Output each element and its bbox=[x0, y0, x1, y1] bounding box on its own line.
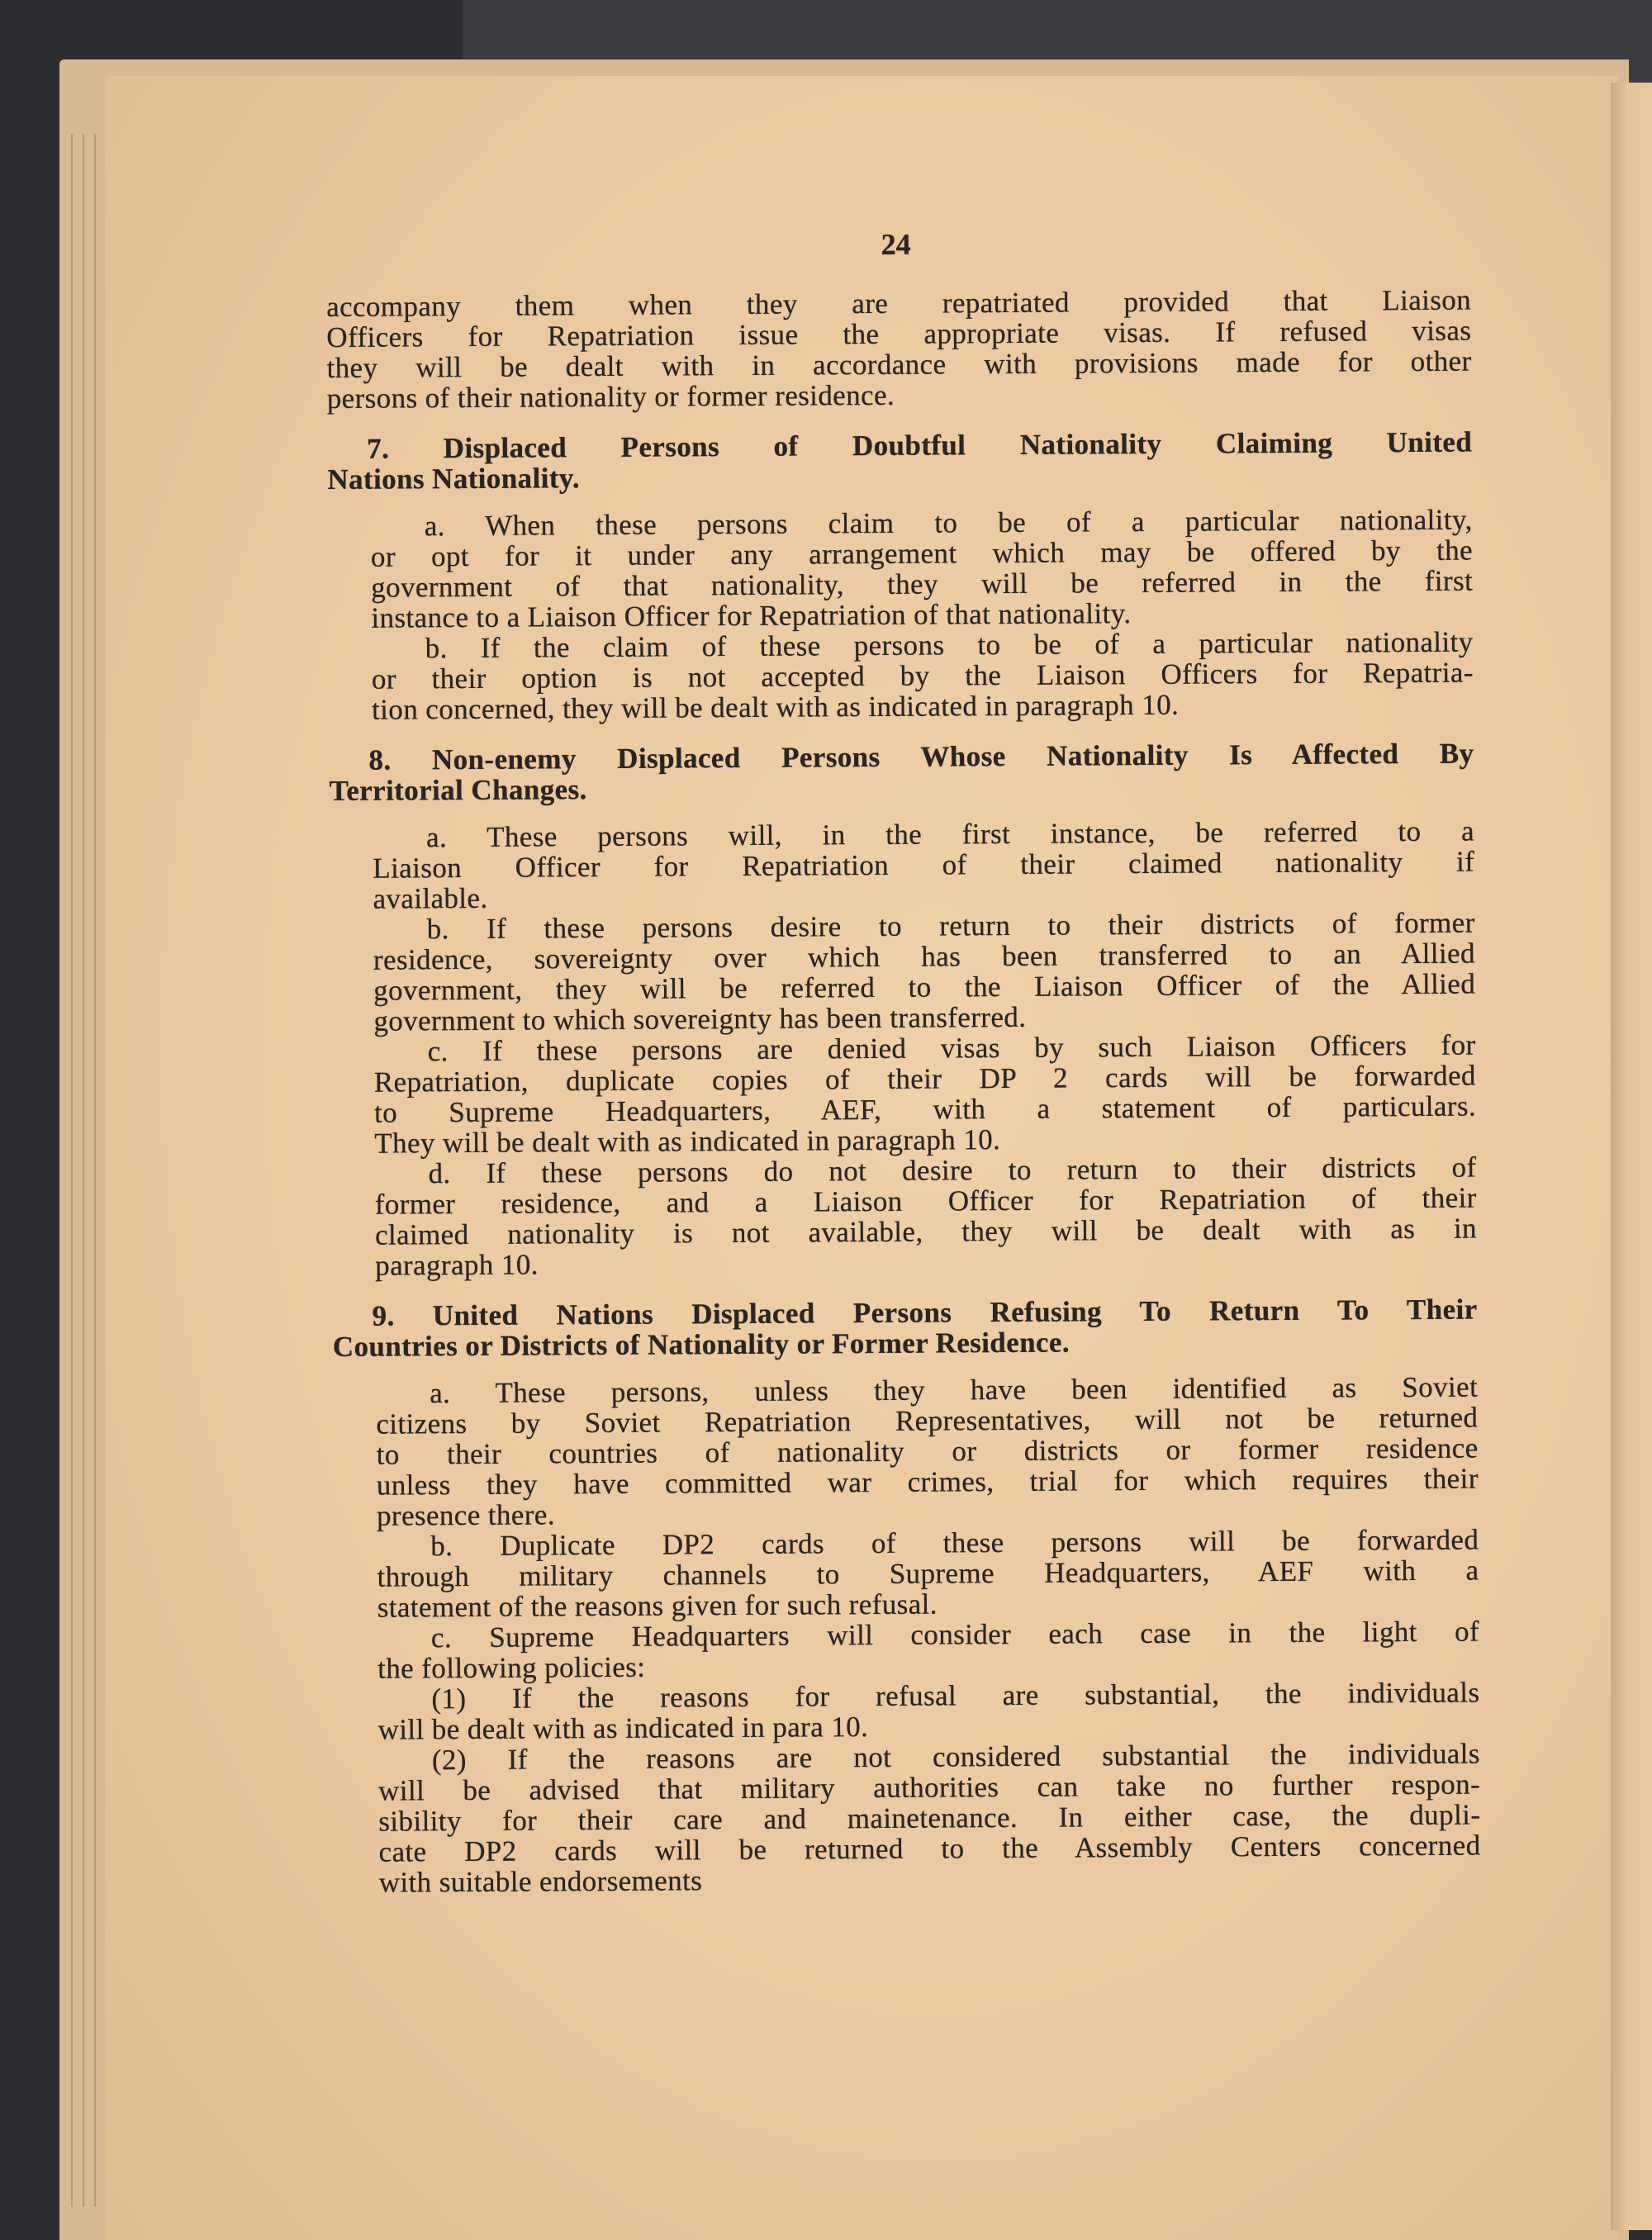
paragraph bbox=[374, 1152, 1477, 1281]
paragraph bbox=[378, 1739, 1481, 1898]
text-line: unless they have committed war crimes, trial for which requires their bbox=[376, 1462, 1479, 1502]
text-line: with suitable endorsements bbox=[378, 1864, 703, 1899]
text-line: b. If these persons desire to return to their districts of former bbox=[426, 906, 1475, 946]
text-line: will be advised that military authorities can take no further respon- bbox=[377, 1768, 1481, 1807]
text-line: b. If the claim of these persons to be of a particular nationality bbox=[425, 625, 1474, 665]
paragraph bbox=[372, 627, 1474, 725]
text-line: or opt for it under any arrangement which may be offered by the bbox=[370, 534, 1474, 573]
text-line: instance to a Liaison Officer for Repatriation of that nationality. bbox=[371, 597, 1132, 634]
paragraph bbox=[373, 908, 1476, 1037]
text-line: 8. Non-enemy Displaced Persons Whose Nationality Is Affected By bbox=[368, 737, 1474, 776]
text-line: presence there. bbox=[376, 1498, 556, 1532]
text-line: They will be dealt with as indicated in paragraph 10. bbox=[374, 1123, 1001, 1160]
text-line: government of that nationality, they will be referred in the first bbox=[371, 564, 1474, 604]
text-line: the following policies: bbox=[377, 1650, 646, 1685]
text-line: government, they will be referred to the Liaison Officer of the Allied bbox=[373, 967, 1476, 1007]
facing-page-edge bbox=[1611, 83, 1652, 2230]
paragraph bbox=[377, 1678, 1479, 1745]
text-line: a. These persons will, in the first instance, be referred to a bbox=[425, 814, 1475, 854]
text-line: sibility for their care and mainetenance. In either case, the dupli- bbox=[378, 1798, 1481, 1838]
text-line: (2) If the reasons are not considered substantial the individuals bbox=[431, 1737, 1480, 1777]
text-line: to Supreme Headquarters, AEF, with a statement of particulars. bbox=[373, 1089, 1477, 1129]
text-line: persons of their nationality or former residence. bbox=[326, 378, 895, 415]
text-line: claimed nationality is not available, they will be dealt with as in bbox=[374, 1212, 1478, 1251]
text-line: citizens by Soviet Repatriation Representatives, will not be returned bbox=[376, 1401, 1479, 1440]
text-line: through military channels to Supreme Headquarters, AEF with a bbox=[377, 1554, 1479, 1593]
page-edge-line bbox=[94, 134, 96, 2207]
text-line: Nations Nationality. bbox=[327, 462, 581, 496]
text-line: (1) If the reasons for refusal are substantial, the individuals bbox=[431, 1676, 1480, 1716]
section-heading bbox=[332, 1294, 1477, 1362]
paragraph bbox=[373, 816, 1475, 914]
text-line: Repatriation, duplicate copies of their DP 2 cards will be forwarded bbox=[373, 1059, 1476, 1099]
text-line: c. Supreme Headquarters will consider each case in the light of bbox=[430, 1615, 1480, 1654]
text-line: Countries or Districts of Nationality or Former Residence. bbox=[332, 1326, 1070, 1364]
paragraph bbox=[371, 505, 1474, 634]
text-line: Territorial Changes. bbox=[329, 773, 587, 808]
text-line: accompany them when they are repatriated provided that Liaison bbox=[326, 283, 1472, 324]
paragraph bbox=[374, 1030, 1477, 1159]
section-heading bbox=[327, 427, 1472, 495]
text-line: available. bbox=[373, 881, 488, 915]
text-line: 9. United Nations Displaced Persons Refusing To Return To Their bbox=[372, 1293, 1478, 1332]
text-line: to their countries of nationality or districts or former residence bbox=[376, 1431, 1479, 1471]
text-line: government to which sovereignty has been transferred. bbox=[373, 1000, 1027, 1037]
text-line: b. Duplicate DP2 cards of these persons will be forwarded bbox=[430, 1523, 1479, 1563]
paragraph bbox=[377, 1525, 1479, 1623]
text-line: or their option is not accepted by the Liaison Officers for Repatria- bbox=[371, 656, 1474, 695]
paragraph bbox=[326, 285, 1472, 414]
text-line: cate DP2 cards will be returned to the Assembly Centers concerned bbox=[378, 1829, 1481, 1868]
text-line: c. If these persons are denied visas by such Liaison Officers for bbox=[427, 1028, 1476, 1068]
text-line: a. These persons, unless they have been identified as Soviet bbox=[430, 1370, 1479, 1410]
page-edge-line bbox=[71, 134, 73, 2207]
text-line: d. If these persons do not desire to return to their districts of bbox=[428, 1151, 1477, 1190]
document-body bbox=[326, 285, 1481, 1898]
text-line: tion concerned, they will be dealt with as indicated in paragraph 10. bbox=[371, 688, 1180, 726]
page-edge-line bbox=[83, 134, 84, 2207]
text-line: 7. Displaced Persons of Doubtful Nationality Claiming United bbox=[367, 425, 1473, 465]
page-number: 24 bbox=[881, 227, 911, 261]
paragraph bbox=[376, 1372, 1479, 1531]
text-line: a. When these persons claim to be of a particular nationality, bbox=[424, 503, 1473, 543]
text-line: will be dealt with as indicated in para 10. bbox=[377, 1711, 869, 1746]
text-line: they will be dealt with in accordance with provisions made for other bbox=[326, 344, 1472, 385]
section-heading bbox=[329, 738, 1474, 806]
text-line: Liaison Officer for Repatriation of their claimed nationality if bbox=[373, 845, 1475, 885]
text-line: Officers for Repatriation issue the appropriate visas. If refused visas bbox=[326, 314, 1472, 354]
text-line: statement of the reasons given for such refusal. bbox=[377, 1587, 938, 1624]
text-line: paragraph 10. bbox=[375, 1248, 539, 1282]
text-line: residence, sovereignty over which has been transferred to an Allied bbox=[373, 937, 1476, 976]
text-line: former residence, and a Liaison Officer for Repatriation of their bbox=[374, 1181, 1477, 1221]
paragraph bbox=[377, 1616, 1479, 1684]
